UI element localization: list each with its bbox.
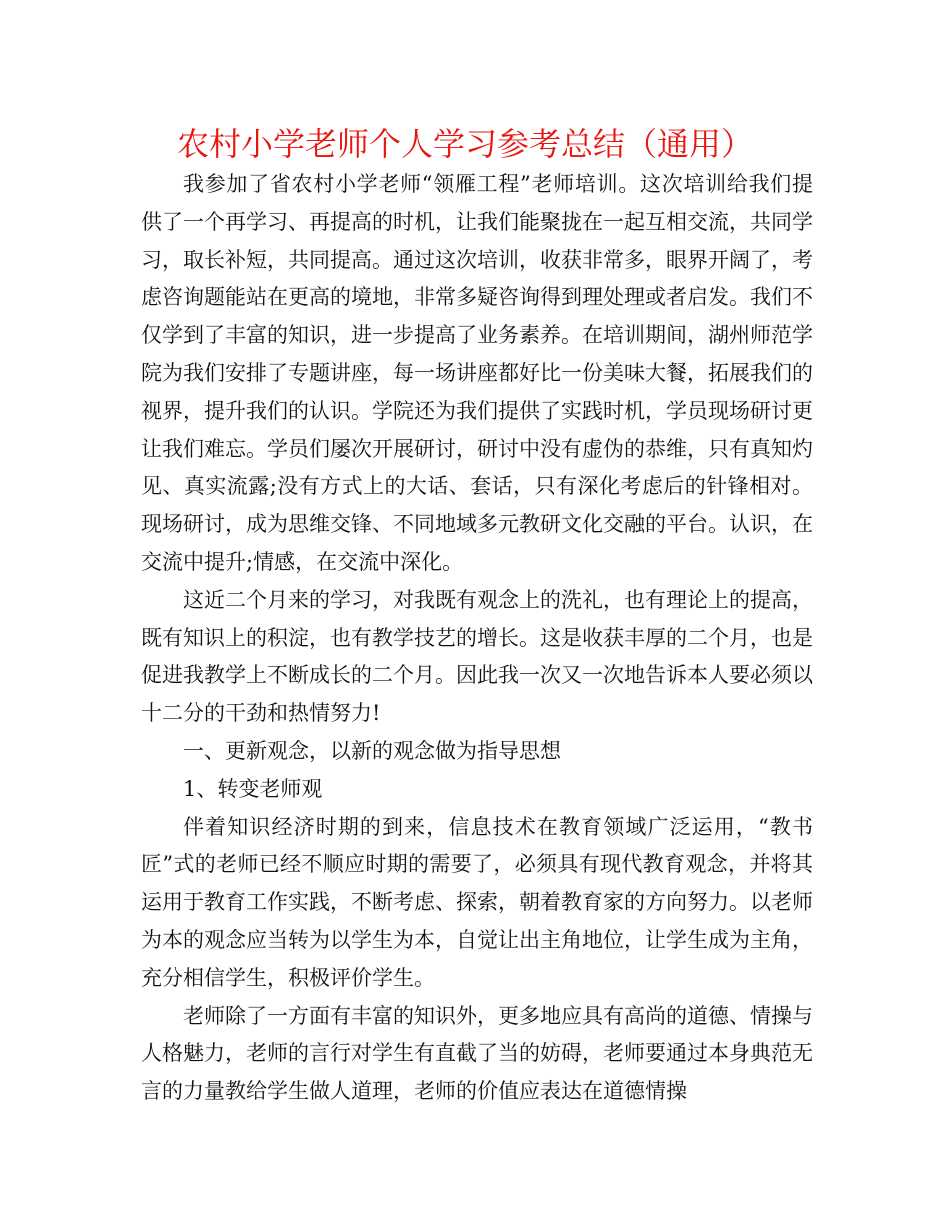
subsection-heading: 1、转变老师观	[183, 776, 323, 801]
document-title: 农村小学老师个人学习参考总结（通用）	[176, 125, 753, 163]
paragraph: 伴着知识经济时期的到来，信息技术在教育领域广泛运用，“教书匠”式的老师已经不顺应时期的需要了，必须具有现代教育观念，并将其运用于教育工作实践，不断考虑、探索，朝着教育家的方向努力。以老师为本的观念应当转为以学生为本，自觉让出主角地位，让学生成为主角，充分相信学生，积极评价学生。	[141, 814, 813, 990]
paragraph: 我参加了省农村小学老师“领雁工程”老师培训。这次培训给我们提供了一个再学习、再提高的时机，让我们能聚拢在一起互相交流，共同学习，取长补短，共同提高。通过这次培训，收获非常多，眼界开阔了，考虑咨询题能站在更高的境地，非常多疑咨询得到理处理或者启发。我们不仅学到了丰富的知识，进一步提高了业务素养。在培训期间，湖州师范学院为我们安排了专题讲座，每一场讲座都好比一份美味大餐，拓展我们的视界，提升我们的认识。学院还为我们提供了实践时机，学员现场研讨更让我们难忘。学员们屡次开展研讨，研讨中没有虚伪的恭维，只有真知灼见、真实流露;没有方式上的大话、套话，只有深化考虑后的针锋相对。现场研讨，成为思维交锋、不同地域多元教研文化交融的平台。认识，在交流中提升;情感，在交流中深化。	[141, 172, 813, 574]
document-body	[141, 166, 813, 1111]
section-heading: 一、更新观念，以新的观念做为指导思想	[183, 738, 561, 763]
paragraph: 这近二个月来的学习，对我既有观念上的洗礼，也有理论上的提高，既有知识上的积淀，也有教学技艺的增长。这是收获丰厚的二个月，也是促进我教学上不断成长的二个月。因此我一次又一次地告诉本人要必须以十二分的干劲和热情努力!	[141, 587, 813, 726]
paragraph: 老师除了一方面有丰富的知识外，更多地应具有高尚的道德、情操与人格魅力，老师的言行对学生有直截了当的妨碍，老师要通过本身典范无言的力量教给学生做人道理，老师的价值应表达在道德情操	[141, 1003, 813, 1104]
